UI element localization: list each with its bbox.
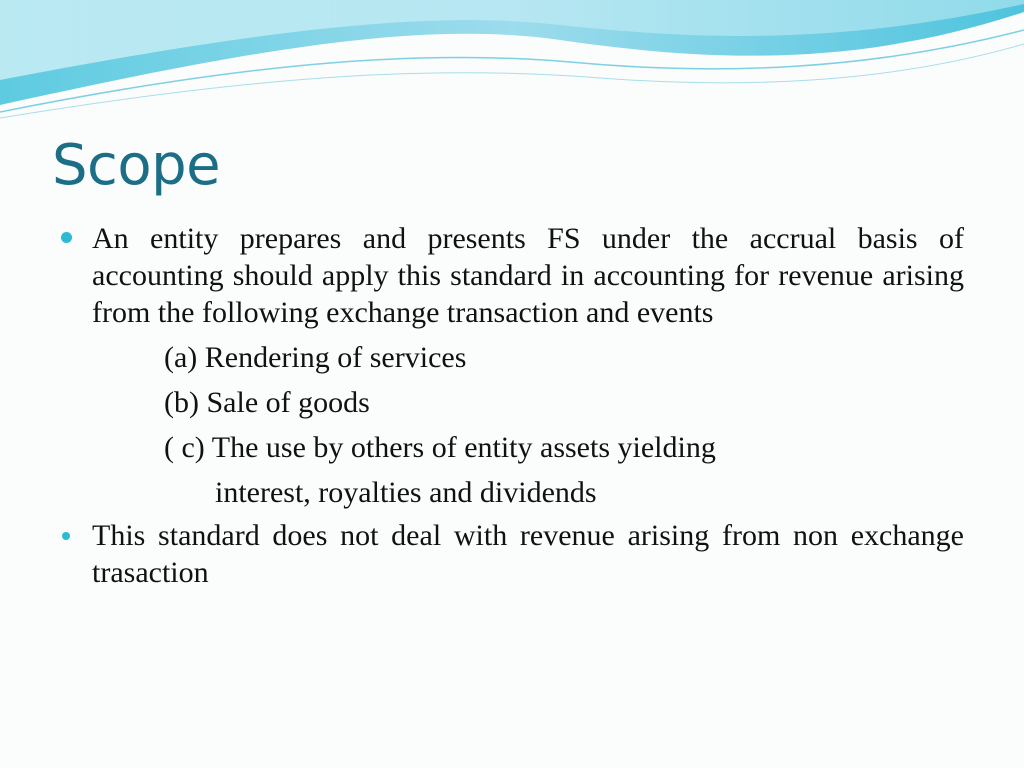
bullet-text: This standard does not deal with revenue arising from non exchange trasaction bbox=[92, 519, 964, 589]
sub-item: ( c) The use by others of entity assets yielding bbox=[164, 431, 716, 464]
sub-item-continuation: interest, royalties and dividends bbox=[215, 476, 597, 509]
sub-item: (a) Rendering of services bbox=[164, 341, 467, 374]
slide-content bbox=[60, 220, 964, 591]
sub-item: (b) Sale of goods bbox=[164, 386, 370, 419]
header-wave-decoration bbox=[0, 0, 1024, 130]
bullet-item bbox=[60, 517, 964, 591]
sub-item-list bbox=[60, 335, 964, 515]
bullet-icon bbox=[61, 232, 72, 243]
bullet-item bbox=[60, 220, 964, 331]
slide-title: Scope bbox=[52, 133, 221, 198]
bullet-text: An entity prepares and presents FS under the accrual basis of accounting should apply this standard in accounting for revenue arising from the following exchange transaction and events bbox=[92, 222, 964, 329]
bullet-icon bbox=[62, 532, 70, 540]
